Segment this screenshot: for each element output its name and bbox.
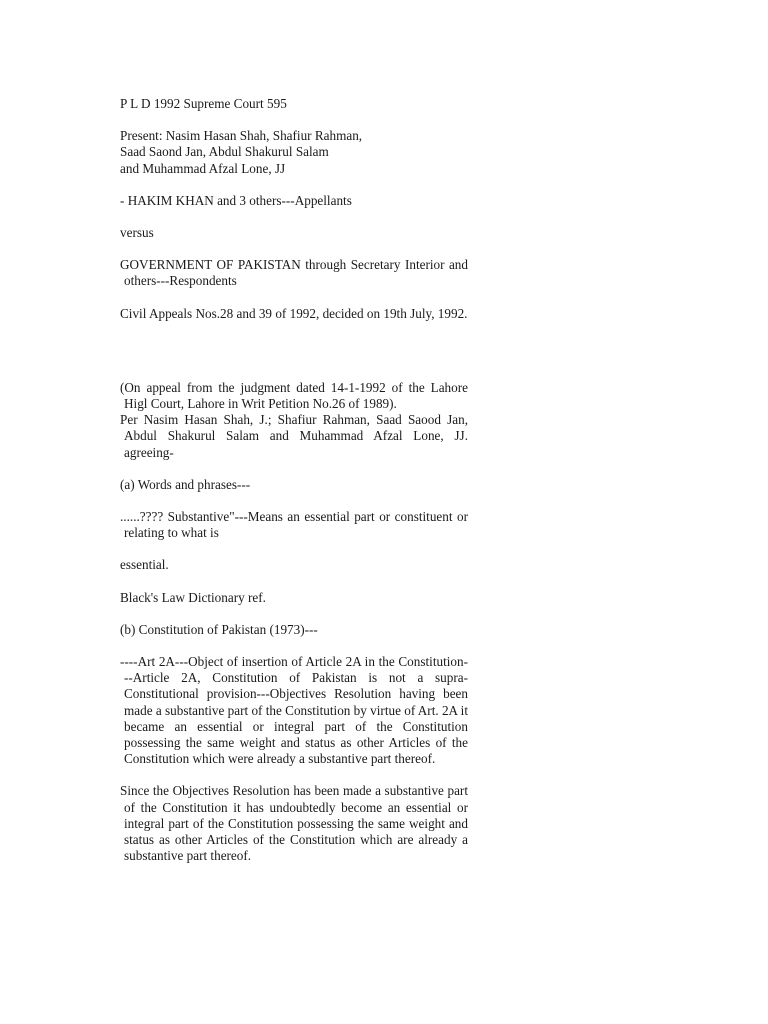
spacer [120, 241, 468, 257]
appeal-from: (On appeal from the judgment dated 14-1-1992 of the Lahore Higl Court, Lahore in Writ Petition No.26 of 1989). [120, 379, 468, 412]
substantive-definition: ......???? Substantive"---Means an essential part or constituent or relating to what is [120, 509, 468, 541]
heading-b: (b) Constitution of Pakistan (1973)--- [120, 621, 318, 637]
spacer [120, 209, 468, 225]
appellants: - HAKIM KHAN and 3 others---Appellants [120, 192, 352, 208]
article-2a-paragraph: ----Art 2A---Object of insertion of Article 2A in the Constitution---Article 2A, Constitution of Pakistan is not a supra-Constitutional provision---Objectives Resolution having been made a substantive part of the Constitution by virtue of Art. 2A it became an essential or integral part of the Constitution possessing the same weight and status as other Articles of the Constitution which were already a substantive part thereof. [120, 654, 468, 767]
bench-line-3: and Muhammad Afzal Lone, JJ [120, 160, 286, 176]
spacer [120, 322, 468, 380]
spacer [120, 493, 468, 509]
blacks-law-ref: Black's Law Dictionary ref. [120, 589, 266, 605]
spacer [120, 574, 468, 590]
heading-a: (a) Words and phrases--- [120, 476, 251, 492]
bench-line-1: Present: Nasim Hasan Shah, Shafiur Rahman, [120, 128, 363, 144]
versus: versus [120, 225, 154, 241]
per-judges: Per Nasim Hasan Shah, J.; Shafiur Rahman, Saad Saood Jan, Abdul Shakurul Salam and Muhammad Afzal Lone, JJ. agreeing- [120, 412, 468, 460]
spacer [120, 638, 468, 654]
spacer [120, 767, 468, 783]
spacer [120, 461, 468, 477]
document-page [120, 96, 468, 865]
respondents: GOVERNMENT OF PAKISTAN through Secretary Interior and others---Respondents [120, 257, 468, 289]
essential: essential. [120, 557, 169, 573]
citation: P L D 1992 Supreme Court 595 [120, 96, 287, 111]
civil-appeals: Civil Appeals Nos.28 and 39 of 1992, decided on 19th July, 1992. [120, 305, 468, 321]
spacer [120, 606, 468, 622]
spacer [120, 290, 468, 306]
bench-line-2: Saad Saond Jan, Abdul Shakurul Salam [120, 144, 329, 160]
spacer [120, 541, 468, 557]
spacer [120, 177, 468, 193]
spacer [120, 112, 468, 128]
objectives-resolution-paragraph: Since the Objectives Resolution has been made a substantive part of the Constitution it has undoubtedly become an essential or integral part of the Constitution possessing the same weight and status as other Articles of the Constitution which are already a substantive part thereof. [120, 783, 468, 864]
